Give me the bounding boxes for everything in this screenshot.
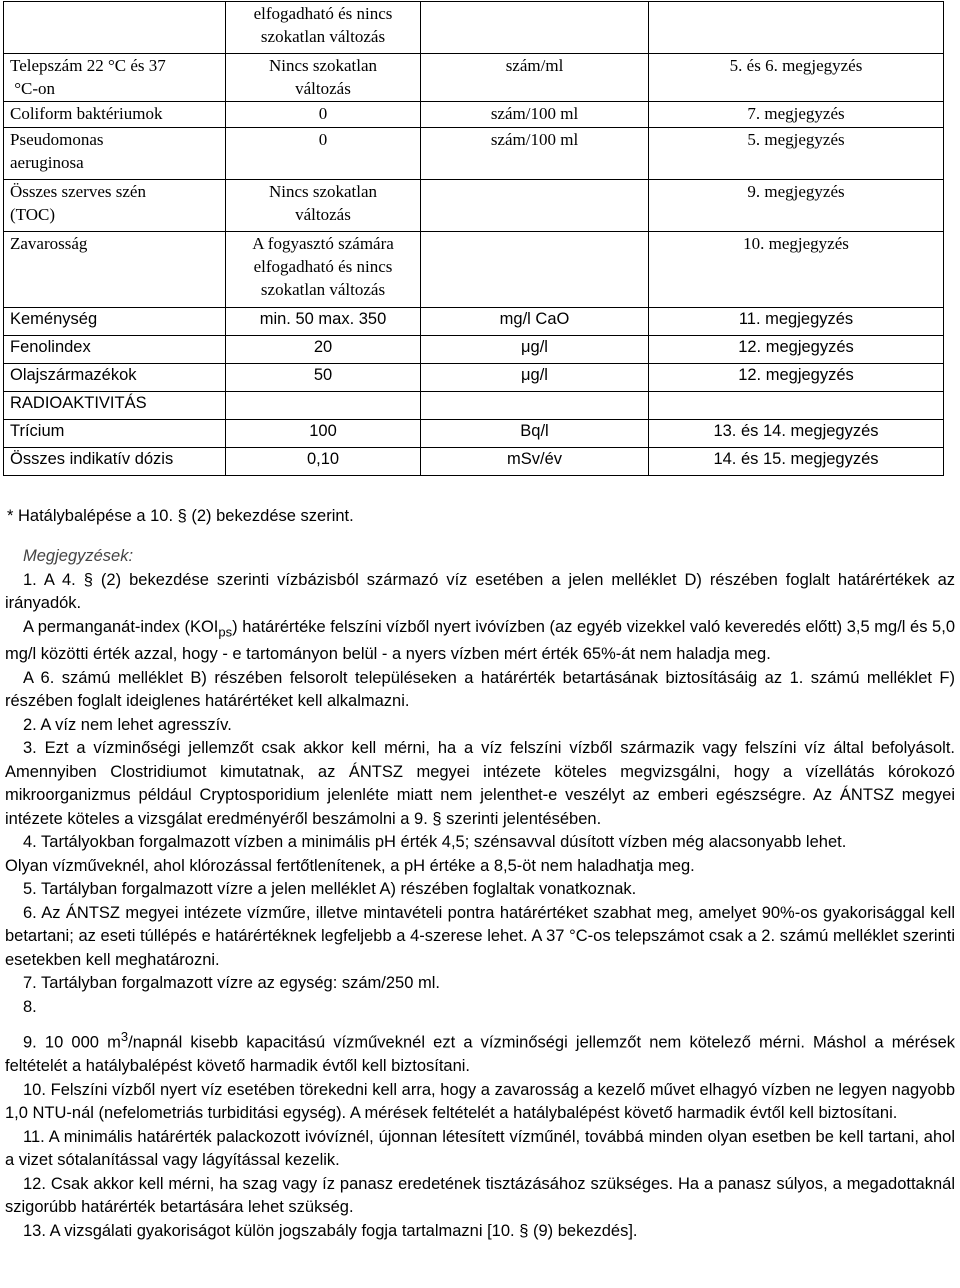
notes-section (5, 545, 955, 1243)
note-cell: 7. megjegyzés (649, 102, 944, 128)
param-name-cell: RADIOAKTIVITÁS (4, 392, 226, 420)
note-cell: 12. megjegyzés (649, 364, 944, 392)
unit-cell: μg/l (421, 336, 649, 364)
unit-cell: Bq/l (421, 420, 649, 448)
value-cell: min. 50 max. 350 (226, 308, 421, 336)
param-name-cell: Keménység (4, 308, 226, 336)
value-cell: Nincs szokatlan változás (226, 54, 421, 102)
value-cell: 0 (226, 102, 421, 128)
value-cell: 20 (226, 336, 421, 364)
unit-cell (421, 232, 649, 308)
value-cell: 50 (226, 364, 421, 392)
param-name-cell: Trícium (4, 420, 226, 448)
param-name-cell: Olajszármazékok (4, 364, 226, 392)
unit-cell: szám/100 ml (421, 128, 649, 180)
table-row (4, 392, 944, 420)
unit-cell: mSv/év (421, 448, 649, 476)
note-cell: 10. megjegyzés (649, 232, 944, 308)
table-row (4, 420, 944, 448)
note-cell: 11. megjegyzés (649, 308, 944, 336)
table-row (4, 180, 944, 232)
table-row (4, 308, 944, 336)
note-4: 4. Tartályokban forgalmazott vízben a minimális pH érték 4,5; szénsavval dúsított vízben még alacsonyabb lehet. (23, 833, 847, 852)
note-cell: 14. és 15. megjegyzés (649, 448, 944, 476)
note-7: 7. Tartályban forgalmazott vízre az egység: szám/250 ml. (23, 974, 440, 993)
note-4-cont: Olyan vízműveknél, ahol klórozással fertőtlenítenek, a pH értéke a 8,5-öt nem haladhatja meg. (5, 856, 695, 875)
note-5: 5. Tartályban forgalmazott vízre a jelen melléklet A) részében foglaltak vonatkoznak. (23, 880, 637, 899)
unit-cell: mg/l CaO (421, 308, 649, 336)
param-name-cell: Pseudomonas aeruginosa (4, 128, 226, 180)
param-name-cell: Összes szerves szén (TOC) (4, 180, 226, 232)
table-row (4, 364, 944, 392)
unit-cell (421, 392, 649, 420)
unit-cell: μg/l (421, 364, 649, 392)
value-cell: elfogadható és nincs szokatlan változás (226, 2, 421, 54)
table-row (4, 102, 944, 128)
param-name-cell (4, 2, 226, 54)
table-row (4, 448, 944, 476)
param-name-cell: Coliform baktériumok (4, 102, 226, 128)
note-cell (649, 392, 944, 420)
note-cell: 13. és 14. megjegyzés (649, 420, 944, 448)
footnote: * Hatálybalépése a 10. § (2) bekezdése szerint. (7, 507, 354, 525)
note-3: 3. Ezt a vízminőségi jellemzőt csak akkor kell mérni, ha a víz felszíni vízből származik vagy felszíni víz által befolyásolt. Amennyiben Clostridiumot kimutatnak, az ÁNTSZ megyei intézete köteles megvizsgálni, hogy a vízellátás kórokozó mikroorganizmus például Cryptosporidium jelenléte miatt nem jelenthet-e veszélyt az emberi egészségre. Az ÁNTSZ megyei intézete köteles a vizsgálat eredményéről beszámolni a 9. § szerinti jelentésében. (5, 739, 955, 828)
table-row (4, 2, 944, 54)
param-name-cell: Zavarosság (4, 232, 226, 308)
unit-cell: szám/100 ml (421, 102, 649, 128)
note-cell: 12. megjegyzés (649, 336, 944, 364)
note-13: 13. A vizsgálati gyakoriságot külön jogszabály fogja tartalmazni [10. § (9) bekezdés]. (23, 1221, 638, 1240)
note-1-paragraph-2: A 6. számú melléklet B) részében felsorolt településeken a határérték betartásának biztosításáig az 1. számú melléklet F) részében foglalt ideiglenes határértéket kell alkalmazni. (5, 668, 955, 711)
note-cell: 5. és 6. megjegyzés (649, 54, 944, 102)
table-row (4, 232, 944, 308)
value-cell (226, 392, 421, 420)
value-cell: A fogyasztó számára elfogadható és nincs szokatlan változás (226, 232, 421, 308)
note-1-paragraph: A permanganát-index $(KOI_{ps})$ határértéke felszíni vízből nyert ivóvízben (az egyéb vizekkel való keveredés előtt) 3,5 mg/l és 5,0 mg/l közötti érték azzal, hogy - e tartományon belül - a nyers vízben mért érték 65%-át nem haladja meg. (5, 617, 955, 664)
note-10: 10. Felszíni vízből nyert víz esetében törekedni kell arra, hogy a zavarosság a kezelő művet elhagyó vízben ne legyen nagyobb 1,0 NTU-nál (nefelometriás turbiditási egység). A mérések feltételét a hatálybalépést követő harmadik évtől kell biztosítani. (5, 1080, 955, 1123)
note-6: 6. Az ÁNTSZ megyei intézete vízműre, illetve mintavételi pontra határértéket szabhat meg, amelyet 90%-os gyakorisággal kell betartani; az eseti túllépés e határértéknek legfeljebb a 4-szerese lehet. A 37 °C-os telepszámot csak a 2. számú melléklet szerinti esetekben kell meghatározni. (5, 903, 955, 969)
parameter-table (3, 1, 944, 476)
value-cell: 0,10 (226, 448, 421, 476)
note-1: 1. A 4. § (2) bekezdése szerinti vízbázisból származó víz esetében a jelen melléklet D) részében foglalt határértékek az irányadók. (5, 570, 955, 612)
unit-cell: szám/ml (421, 54, 649, 102)
note-2: 2. A víz nem lehet agresszív. (23, 715, 232, 734)
note-11: 11. A minimális határérték palackozott ivóvíznél, újonnan létesített vízműnél, továbbá minden olyan esetben be kell tartani, ahol a vizet sótalanítással vagy lágyítással kezelik. (5, 1127, 955, 1170)
note-cell: 9. megjegyzés (649, 180, 944, 232)
note-cell: 5. megjegyzés (649, 128, 944, 180)
table-row (4, 336, 944, 364)
value-cell: 0 (226, 128, 421, 180)
param-name-cell: Telepszám 22 °C és 37 °C-on (4, 54, 226, 102)
param-name-cell: Fenolindex (4, 336, 226, 364)
table-row (4, 128, 944, 180)
note-8: 8. (23, 997, 37, 1016)
table-row (4, 54, 944, 102)
unit-cell (421, 180, 649, 232)
value-cell: 100 (226, 420, 421, 448)
notes-title: Megjegyzések: (23, 547, 134, 565)
value-cell: Nincs szokatlan változás (226, 180, 421, 232)
note-12: 12. Csak akkor kell mérni, ha szag vagy íz panasz eredetének tisztázásához szükséges. Ha a panasz súlyos, a megadottaknál szigorúbb határérték betartására lehet szükség. (5, 1174, 955, 1217)
note-9: 9. 10 000 $m^3$/napnál kisebb kapacitású vízműveknél ezt a vízminőségi jellemzőt nem kötelező mérni. Máshol a mérések feltételét a hatálybalépést követő harmadik évtől kell biztosítani. (5, 1029, 956, 1076)
param-name-cell: Összes indikatív dózis (4, 448, 226, 476)
